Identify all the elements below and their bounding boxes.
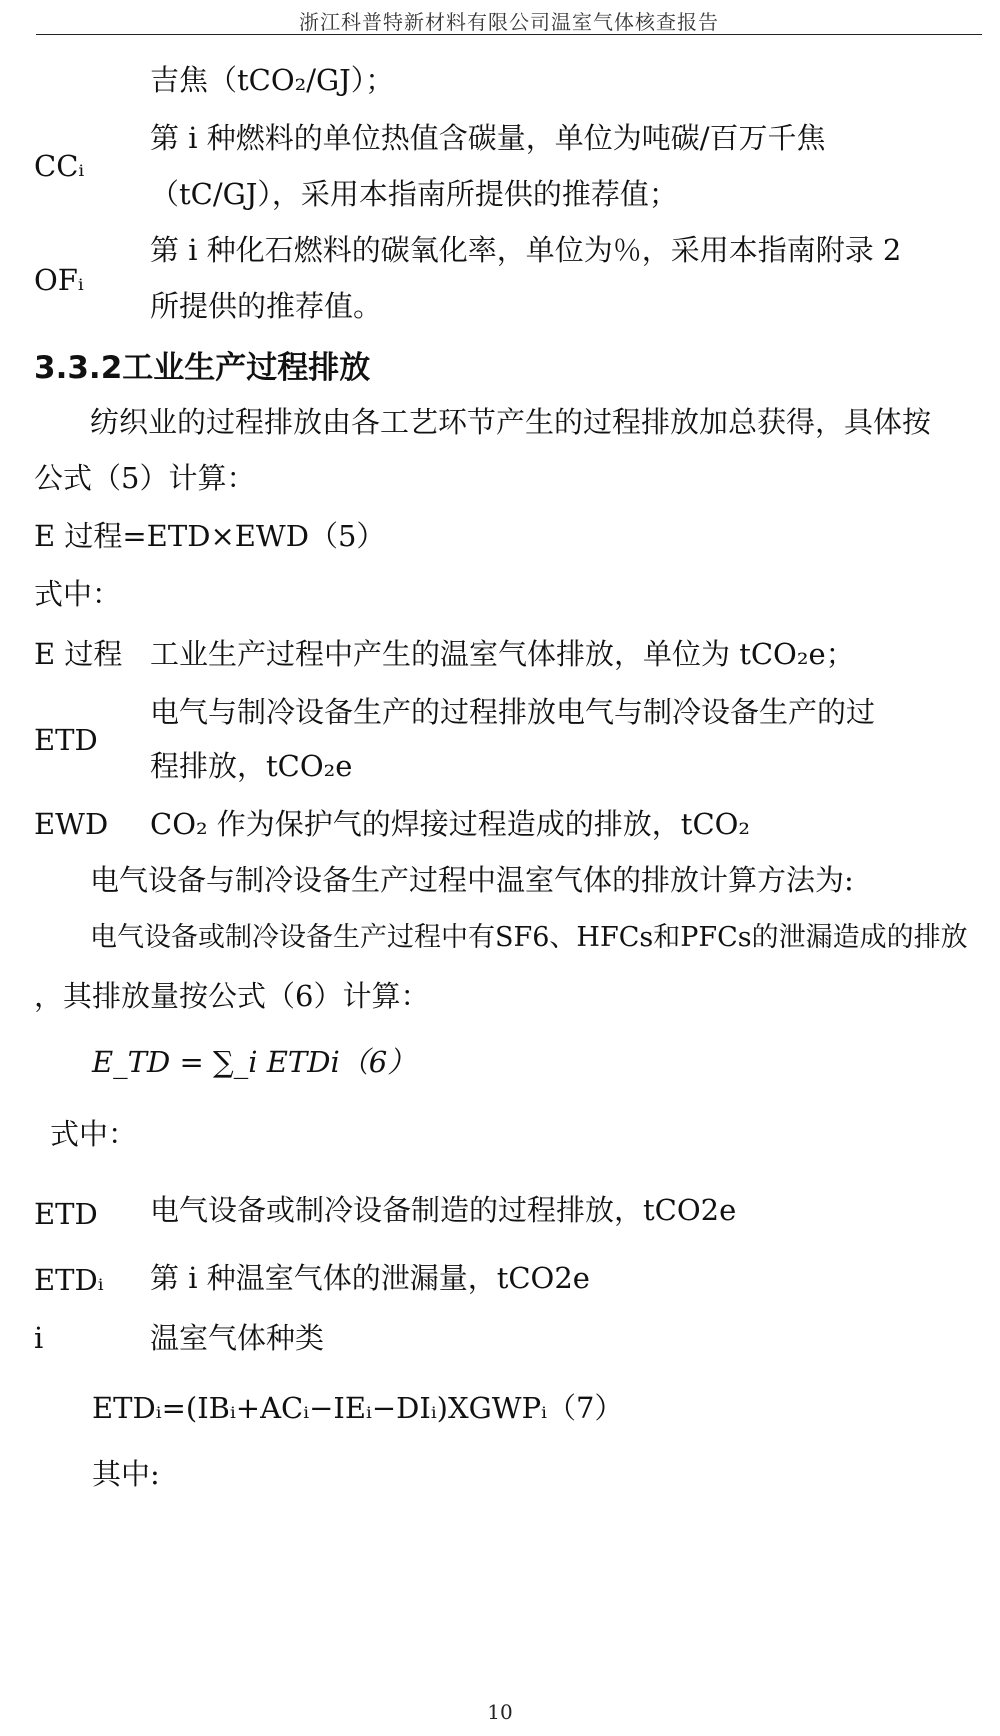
symbol-ewd: EWD [34, 807, 109, 841]
def-of-line1: 第 i 种化石燃料的碳氧化率，单位为％，采用本指南附录 2 [150, 233, 902, 267]
symbol-cc: CCᵢ [34, 149, 85, 183]
section-heading: 3.3.2工业生产过程排放 [34, 350, 371, 386]
equation-5: E 过程=ETD×EWD（5） [34, 519, 386, 553]
def-cc-line2: （tC/GJ），采用本指南所提供的推荐值； [150, 177, 678, 211]
where-label-1: 式中： [34, 577, 122, 611]
def-etd-line2: 程排放，tCO₂e [150, 749, 353, 783]
def-i: 温室气体种类 [150, 1321, 325, 1355]
para-3-line1: 电气设备或制冷设备生产过程中有SF6、HFCs和PFCs的泄漏造成的排放 [90, 922, 968, 953]
symbol-etdi: ETDᵢ [34, 1263, 104, 1297]
page-number: 10 [487, 1700, 513, 1724]
def-etd-line1: 电气与制冷设备生产的过程排放电气与制冷设备生产的过 [150, 695, 876, 729]
equation-7: ETDᵢ=(IBᵢ+ACᵢ−IEᵢ−DIᵢ)XGWPᵢ（7） [92, 1391, 624, 1425]
def-etd-2: 电气设备或制冷设备制造的过程排放，tCO2e [150, 1193, 737, 1227]
para-2: 电气设备与制冷设备生产过程中温室气体的排放计算方法为: [90, 863, 854, 897]
symbol-etd-2: ETD [34, 1197, 98, 1231]
para-3-line2: ，其排放量按公式（6）计算： [34, 979, 430, 1013]
header-divider [36, 34, 982, 35]
among-label: 其中: [92, 1457, 160, 1491]
def-etdi: 第 i 种温室气体的泄漏量，tCO2e [150, 1261, 590, 1295]
symbol-etd: ETD [34, 723, 98, 757]
para-1-line2: 公式（5）计算： [34, 461, 256, 495]
where-label-2: 式中： [50, 1117, 138, 1151]
symbol-e-process: E 过程 [34, 637, 123, 671]
equation-6: E_TD = ∑_i ETDi（6） [92, 1045, 417, 1079]
def-e-process: 工业生产过程中产生的温室气体排放，单位为 tCO₂e； [150, 637, 855, 671]
def-cc-line1: 第 i 种燃料的单位热值含碳量，单位为吨碳/百万千焦 [150, 121, 826, 155]
def-continuation: 吉焦（tCO₂/GJ）； [150, 63, 395, 97]
para-1-line1: 纺织业的过程排放由各工艺环节产生的过程排放加总获得，具体按 [90, 405, 932, 439]
symbol-i: i [34, 1321, 44, 1355]
def-ewd: CO₂ 作为保护气的焊接过程造成的排放，tCO₂ [150, 807, 751, 841]
page-header-title: 浙江科普特新材料有限公司温室气体核查报告 [299, 10, 719, 34]
def-of-line2: 所提供的推荐值。 [150, 289, 383, 323]
symbol-of: OFᵢ [34, 263, 84, 297]
